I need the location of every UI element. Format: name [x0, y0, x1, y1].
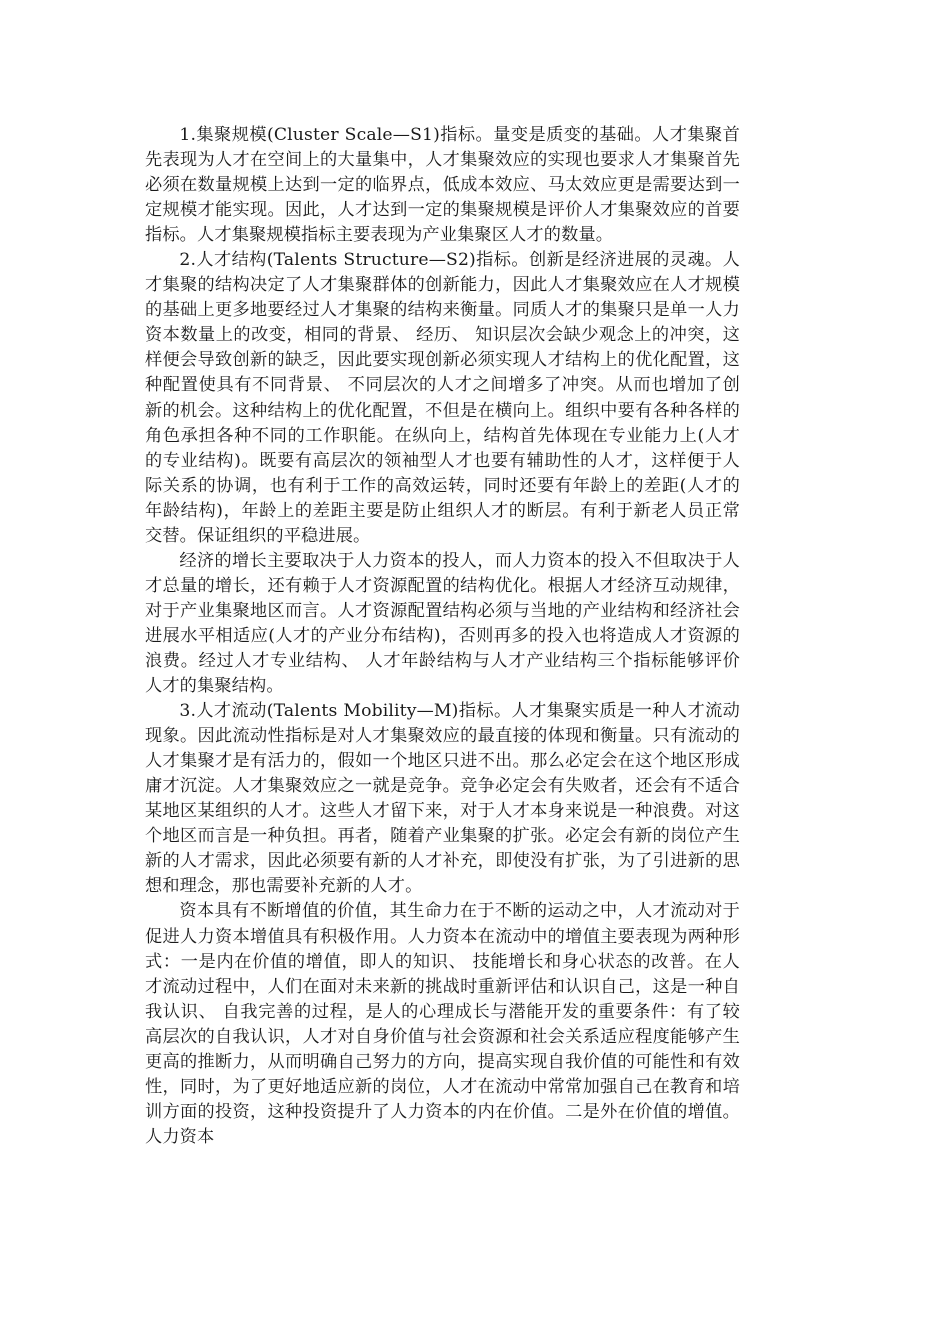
document-body: [145, 123, 740, 1150]
paragraph-cluster-scale: 1.集聚规模(Cluster Scale—S1)指标。量变是质变的基础。人才集聚首先表现为人才在空间上的大量集中，人才集聚效应的实现也要求人才集聚首先必须在数量规模上达到一定的临界点，低成本效应、马太效应更是需要达到一定规模才能实现。因此，人才达到一定的集聚规模是评价人才集聚效应的首要指标。人才集聚规模指标主要表现为产业集聚区人才的数量。: [145, 125, 740, 246]
paragraph-economic-growth: 经济的增长主要取决于人力资本的投人，而人力资本的投入不但取决于人才总量的增长，还有赖于人才资源配置的结构优化。根据人才经济互动规律，对于产业集聚地区而言。人才资源配置结构必须与当地的产业结构和经济社会进展水平相适应(人才的产业分布结构)，否则再多的投入也将造成人才资源的浪费。经过人才专业结构、 人才年龄结构与人才产业结构三个指标能够评价人才的集聚结构。: [145, 550, 740, 697]
paragraph-capital-appreciation: 资本具有不断增值的价值，其生命力在于不断的运动之中，人才流动对于促进人力资本增值具有积极作用。人力资本在流动中的增值主要表现为两种形式：一是内在价值的增值，即人的知识、 技能增长和身心状态的改普。在人才流动过程中，人们在面对未来新的挑战时重新评估和认识自己，这是一种自我认识、 自我完善的过程，是人的心理成长与潜能开发的重要条件：有了较高层次的自我认识，人才对自身价值与社会资源和社会关系适应程度能够产生更高的推断力，从而明确自己努力的方向，提高实现自我价值的可能性和有效性，同时，为了更好地适应新的岗位，人才在流动中常常加强自己在教育和培训方面的投资，这种投资提升了人力资本的内在价值。二是外在价值的增值。人力资本: [145, 901, 740, 1147]
paragraph-talents-structure: 2.人才结构(Talents Structure—S2)指标。创新是经济进展的灵魂。人才集聚的结构决定了人才集聚群体的创新能力，因此人才集聚效应在人才规模的基础上更多地要经过人才集聚的结构来衡量。同质人才的集聚只是单一人力资本数量上的改变，相同的背景、 经历、 知识层次会缺少观念上的冲突，这样便会导致创新的缺乏，因此要实现创新必须实现人才结构上的优化配置，这种配置使具有不同背景、 不同层次的人才之间增多了冲突。从而也增加了创新的机会。这种结构上的优化配置，不但是在横向上。组织中要有各种各样的角色承担各种不同的工作职能。在纵向上，结构首先体现在专业能力上(人才的专业结构)。既要有高层次的领袖型人才也要有辅助性的人才，这样便于人际关系的协调，也有利于工作的高效运转，同时还要有年龄上的差距(人才的年龄结构)，年龄上的差距主要是防止组织人才的断层。有利于新老人员正常交替。保证组织的平稳进展。: [145, 250, 740, 546]
paragraph-talents-mobility: 3.人才流动(Talents Mobility—M)指标。人才集聚实质是一种人才流动现象。因此流动性指标是对人才集聚效应的最直接的体现和衡量。只有流动的人才集聚才是有活力的，假如一个地区只进不出。那么必定会在这个地区形成庸才沉淀。人才集聚效应之一就是竞争。竞争必定会有失败者，还会有不适合某地区某组织的人才。这些人才留下来，对于人才本身来说是一种浪费。对这个地区而言是一种负担。再者，随着产业集聚的扩张。必定会有新的岗位产生新的人才需求，因此必须要有新的人才补充，即使没有扩张，为了引进新的思想和理念，那也需要补充新的人才。: [145, 701, 740, 897]
